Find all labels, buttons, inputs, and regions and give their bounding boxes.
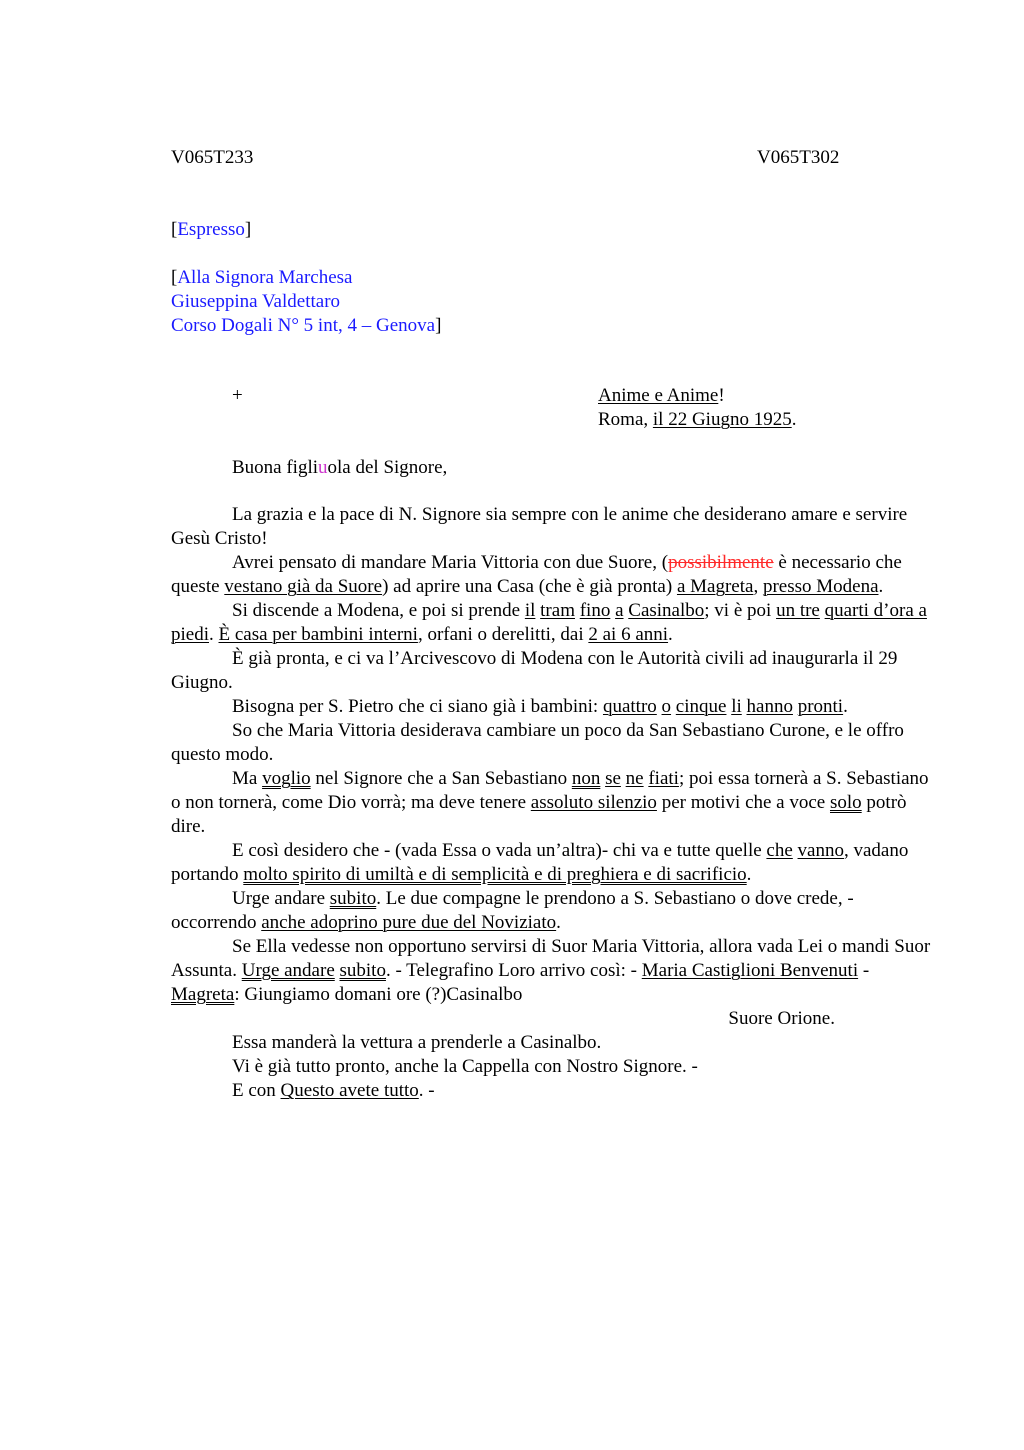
struck-word: possibilmente — [668, 552, 774, 573]
signature: Suore Orione. — [728, 1008, 835, 1029]
closing-line-1: Essa manderà la vettura a prenderle a Casinalbo. — [232, 1032, 602, 1053]
paragraph-2: Avrei pensato di mandare Maria Vittoria con due Suore, (possibilmente è necessario che queste vestano già da Suore) ad aprire una Casa (che è già pronta) a Magreta, presso Modena. — [171, 552, 902, 597]
cross-mark: + — [232, 385, 243, 406]
paragraph-4: È già pronta, e ci va l’Arcivescovo di Modena con le Autorità civili ad inaugurarla il 29 Giugno. — [171, 648, 898, 693]
paragraph-3: Si discende a Modena, e poi si prende il tram fino a Casinalbo; vi è poi un tre quarti d’ora a piedi. È casa per bambini interni, orfani o derelitti, dai 2 ai 6 anni. — [171, 600, 927, 645]
paragraph-9: Urge andare subito. Le due compagne le prendono a S. Sebastiano o dove crede, - occorrendo anche adoprino pure due del Noviziato. — [171, 888, 854, 933]
address-line-3: Corso Dogali N° 5 int, 4 – Genova — [171, 315, 436, 336]
dateline — [598, 408, 796, 432]
address-line-2: Giuseppina Valdettaro — [171, 291, 341, 312]
espresso-text: Espresso — [177, 219, 245, 240]
motto-line — [598, 384, 725, 408]
paragraph-8: E così desidero che - (vada Essa o vada un’altra)- chi va e tutte quelle che vanno, vadano portando molto spirito di umiltà e di semplicità e di preghiera e di sacrificio. — [171, 840, 909, 885]
dateline-prefix: Roma, — [598, 409, 653, 430]
salutation-part-c: ola del Signore, — [327, 457, 448, 478]
dateline-suffix: . — [791, 409, 797, 430]
motto-text: Anime e Anime — [598, 385, 719, 406]
letter-body — [171, 503, 931, 1103]
espresso-line: [Espresso] — [171, 219, 252, 240]
closing-line-3: E con Questo avete tutto. - — [232, 1080, 435, 1101]
address-block: [Alla Signora Marchesa Giuseppina Valdettaro Corso Dogali N° 5 int, 4 – Genova] — [171, 267, 442, 336]
motto-punct: ! — [718, 385, 725, 406]
paragraph-7: Ma voglio nel Signore che a San Sebastiano non se ne fiati; poi essa tornerà a S. Sebastiano o non tornerà, come Dio vorrà; ma deve tenere assoluto silenzio per motivi che a voce solo potrò dire. — [171, 768, 929, 837]
closing-line-2: Vi è già tutto pronto, anche la Cappella con Nostro Signore. - — [232, 1056, 698, 1077]
salutation-correction: u — [318, 457, 328, 478]
paragraph-10: Se Ella vedesse non opportuno servirsi di Suor Maria Vittoria, allora vada Lei o mandi Suor Assunta. Urge andare subito. - Telegrafino Loro arrivo così: - Maria Castiglioni Benvenuti - Magreta: Giungiamo domani ore (?)Casinalbo — [171, 936, 931, 1005]
dateline-date: il 22 Giugno 1925 — [652, 409, 792, 430]
paragraph-1: La grazia e la pace di N. Signore sia sempre con le anime che desiderano amare e servire Gesù Cristo! — [171, 504, 908, 549]
paragraph-6: So che Maria Vittoria desiderava cambiare un poco da San Sebastiano Curone, e le offro questo modo. — [171, 720, 904, 765]
salutation-part-a: Buona figli — [232, 457, 319, 478]
reference-left: V065T233 — [171, 147, 254, 168]
reference-right: V065T302 — [757, 147, 840, 168]
paragraph-5: Bisogna per S. Pietro che ci siano già i bambini: quattro o cinque li hanno pronti. — [232, 696, 848, 717]
salutation — [232, 456, 447, 480]
address-line-1: Alla Signora Marchesa — [177, 267, 353, 288]
